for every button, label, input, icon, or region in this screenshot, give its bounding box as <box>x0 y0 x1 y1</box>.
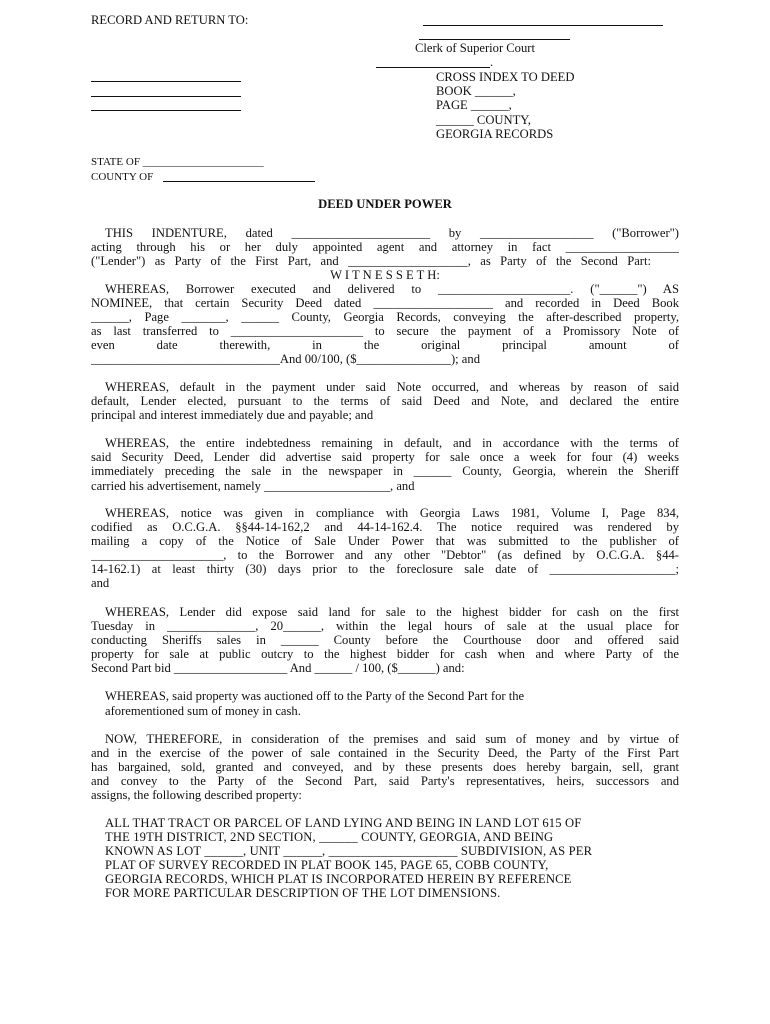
therefore-line-3: has bargained, sold, granted and conveyed, and by these presents does hereby bargain, sell, grant <box>91 760 679 774</box>
whereas6-line-2: aforementioned sum of money in cash. <box>105 704 301 718</box>
clerk-label: Clerk of Superior Court <box>415 41 535 55</box>
whereas5-line-2: Tuesday in ______________, 20______, within the legal hours of sale at the usual place for <box>91 619 679 633</box>
whereas2-line-3: principal and interest immediately due and payable; and <box>91 408 374 422</box>
whereas4-line-6: and <box>91 576 110 590</box>
whereas3-line-3: immediately preceding the sale in the newspaper in ______ County, Georgia, wherein the Sheriff <box>91 464 679 478</box>
therefore-line-2: and in the exercise of the power of sale contained in the Security Deed, the Party of the First Part <box>91 746 679 760</box>
state-of-label: STATE OF ______________________ <box>91 156 264 168</box>
indenture-line-3: ("Lender") as Party of the First Part, and ___________________, as Party of the Second Part: <box>91 254 651 268</box>
whereas1-line-2: NOMINEE, that certain Security Deed dated ___________________ and recorded in Deed Book <box>91 296 679 310</box>
county-label: ______ COUNTY, <box>436 113 531 127</box>
therefore-line-1: NOW, THEREFORE, in consideration of the premises and said sum of money and by virtue of <box>105 732 679 746</box>
indenture-line-2: acting through his or her duly appointed agent and attorney in fact __________________ <box>91 240 679 254</box>
book-label: BOOK ______, <box>436 84 516 98</box>
return-address-line-1 <box>91 81 241 82</box>
legal-line-4: PLAT OF SURVEY RECORDED IN PLAT BOOK 145, PAGE 65, COBB COUNTY, <box>105 858 549 872</box>
whereas5-line-1: WHEREAS, Lender did expose said land for sale to the highest bidder for cash on the first <box>105 605 679 619</box>
legal-line-2: THE 19TH DISTRICT, 2ND SECTION, ______ COUNTY, GEORGIA, AND BEING <box>105 830 554 844</box>
whereas4-line-5: 14-162.1) at least thirty (30) days prior to the foreclosure sale date of ____________________; <box>91 562 679 576</box>
whereas3-line-2: said Security Deed, Lender did advertise said property for sale once a week for four (4) weeks <box>91 450 679 464</box>
return-address-line <box>423 25 663 26</box>
whereas5-line-4: property for sale at public outcry to the highest bidder for cash when and where Party of the <box>91 647 679 661</box>
whereas3-line-4: carried his advertisement, namely ____________________, and <box>91 479 415 493</box>
whereas1-line-4: as last transferred to _____________________ to secure the payment of a Promissory Note of <box>91 324 679 338</box>
georgia-records-label: GEORGIA RECORDS <box>436 127 554 141</box>
legal-line-6: FOR MORE PARTICULAR DESCRIPTION OF THE LOT DIMENSIONS. <box>105 886 501 900</box>
return-address-line-2 <box>91 96 241 97</box>
legal-line-5: GEORGIA RECORDS, WHICH PLAT IS INCORPORATED HEREIN BY REFERENCE <box>105 872 572 886</box>
clerk-name-line <box>419 39 570 40</box>
whereas4-line-4: _____________________, to the Borrower and any other "Debtor" (as defined by O.C.G.A. §44- <box>91 548 679 562</box>
clerk-dot: . <box>490 55 494 69</box>
document-title: DEED UNDER POWER <box>318 197 452 211</box>
therefore-line-5: assigns, the following described property: <box>91 788 302 802</box>
return-address-line-3 <box>91 110 241 111</box>
whereas1-line-1: WHEREAS, Borrower executed and delivered to _____________________. ("______") AS <box>105 282 679 296</box>
witnesseth-heading: W I T N E S S E T H: <box>330 268 440 282</box>
whereas1-line-3: ______, Page _______, ______ County, Georgia Records, conveying the after-described property, <box>91 310 679 324</box>
record-and-return-label: RECORD AND RETURN TO: <box>91 13 249 27</box>
whereas4-line-2: codified as O.C.G.A. §§44-14-162,2 and 44-14-162.4. The notice required was rendered by <box>91 520 679 534</box>
whereas2-line-2: default, Lender elected, pursuant to the terms of said Deed and Note, and declared the entire <box>91 394 679 408</box>
whereas2-line-1: WHEREAS, default in the payment under said Note occurred, and whereas by reason of said <box>105 380 679 394</box>
whereas1-line-5: even date therewith, in the original principal amount of <box>91 338 679 352</box>
county-of-label: COUNTY OF <box>91 171 154 183</box>
whereas4-line-1: WHEREAS, notice was given in compliance with Georgia Laws 1981, Volume I, Page 834, <box>105 506 679 520</box>
county-of-line <box>163 181 315 182</box>
cross-index-label: CROSS INDEX TO DEED <box>436 70 575 84</box>
whereas3-line-1: WHEREAS, the entire indebtedness remaining in default, and in accordance with the terms of <box>105 436 679 450</box>
clerk-county-line <box>376 67 490 68</box>
legal-line-1: ALL THAT TRACT OR PARCEL OF LAND LYING AND BEING IN LAND LOT 615 OF <box>105 816 582 830</box>
page-label: PAGE ______, <box>436 98 512 112</box>
whereas5-line-3: conducting Sheriffs sales in ______ County before the Courthouse door and offered said <box>91 633 679 647</box>
whereas5-line-5: Second Part bid __________________ And ______ / 100, ($______) and: <box>91 661 465 675</box>
therefore-line-4: and convey to the Party of the Second Part, said Party's representatives, heirs, successors and <box>91 774 679 788</box>
indenture-line-1: THIS INDENTURE, dated ______________________ by __________________ ("Borrower") <box>105 226 679 240</box>
legal-line-3: KNOWN AS LOT ______, UNIT ______, ____________________ SUBDIVISION, AS PER <box>105 844 593 858</box>
whereas4-line-3: mailing a copy of the Notice of Sale Under Power that was submitted to the publisher of <box>91 534 679 548</box>
whereas6-line-1: WHEREAS, said property was auctioned off to the Party of the Second Part for the <box>105 689 525 703</box>
whereas1-line-6: ______________________________And 00/100, ($_______________); and <box>91 352 480 366</box>
